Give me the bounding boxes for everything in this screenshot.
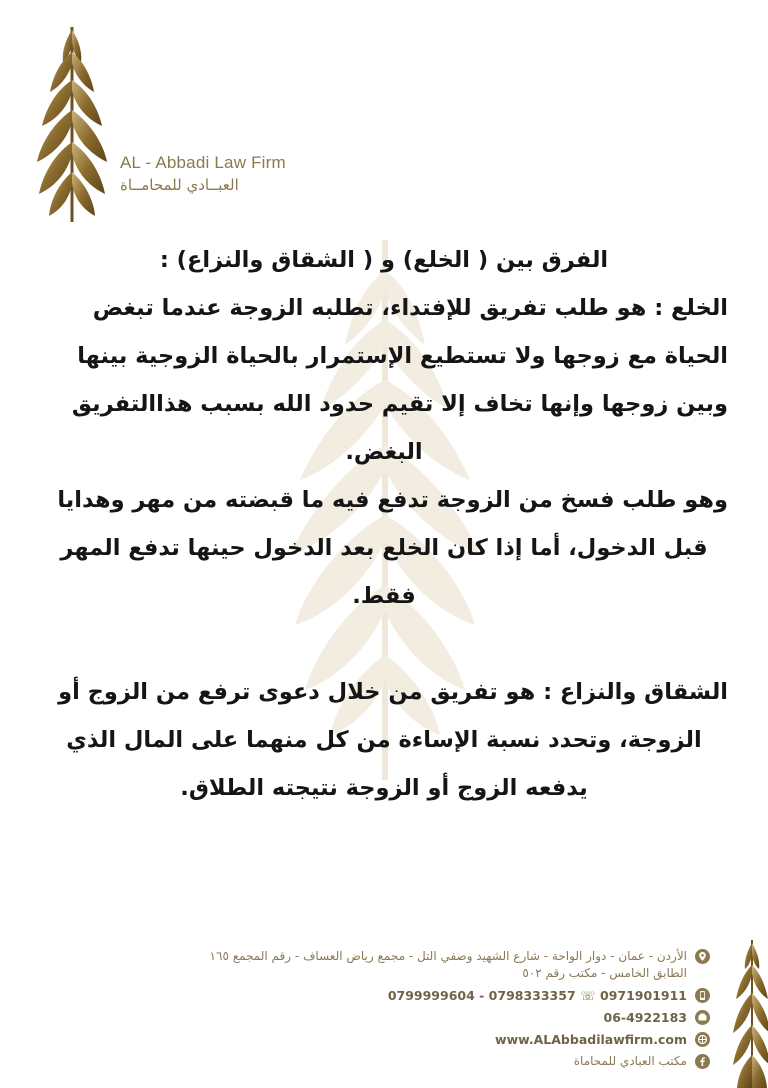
globe-icon: [695, 1032, 710, 1047]
document-body: [40, 236, 728, 812]
logo-text: [120, 152, 320, 196]
khula-second-line-1: وهو طلب فسخ من الزوجة تدفع فيه ما قبضته من مهر وهدايا: [57, 487, 728, 513]
mobile-phone-icon: [695, 988, 710, 1003]
location-pin-icon: [695, 949, 710, 964]
shiqaq-line-1: الشقاق والنزاع : هو تفريق من خلال دعوى ترفع من الزوج أو: [58, 679, 728, 705]
shiqaq-line-2: الزوجة، وتحدد نسبة الإساءة من كل منهما على المال الذي: [66, 727, 702, 753]
address-line-1: الأردن - عمان - دوار الواحة - شارع الشهيد وصفي التل - مجمع رياض العساف - رقم المجمع ١٦٥: [209, 949, 687, 963]
website-link[interactable]: www.ALAbbadilawfirm.com: [495, 1032, 687, 1047]
shiqaq-line-3: يدفعه الزوج أو الزوجة نتيجته الطلاق.: [180, 775, 588, 801]
logo-name-en: AL - Abbadi Law Firm: [120, 153, 286, 172]
footer-address: [150, 948, 710, 982]
footer-leaf-icon: [730, 935, 768, 1088]
facebook-page[interactable]: مكتب العبادي للمحاماة: [573, 1054, 687, 1068]
footer-mobile: [150, 987, 710, 1004]
footer-website: [150, 1031, 710, 1048]
mobile-numbers: [388, 987, 687, 1004]
telephone-icon: [695, 1010, 710, 1025]
logo-name-ar: العبــادي للمحامــاة: [120, 176, 239, 194]
khula-line-1: الخلع : هو طلب تفريق للإفتداء، تطلبه الزوجة عندما تبغض: [92, 295, 728, 321]
landline-number: 06-4922183: [603, 1010, 687, 1025]
khula-second-line-2: قبل الدخول، أما إذا كان الخلع بعد الدخول حينها تدفع المهر: [60, 535, 708, 561]
footer-landline: [150, 1009, 710, 1026]
footer-facebook: [150, 1053, 710, 1070]
whatsapp-icon: ☏: [580, 988, 596, 1003]
khula-second-line-3: فقط.: [352, 583, 416, 609]
khula-line-4: البغض.: [345, 439, 423, 465]
document-heading: الفرق بين ( الخلع) و ( الشقاق والنزاع) :: [159, 247, 609, 273]
khula-line-2: الحياة مع زوجها ولا تستطيع الإستمرار بالحياة الزوجية بينها: [77, 343, 728, 369]
facebook-icon: [695, 1054, 710, 1069]
mobile-numbers-primary: 0799999604 - 0798333357: [387, 988, 576, 1003]
whatsapp-number: 0971901911: [600, 988, 687, 1003]
khula-line-3: وبين زوجها وإنها تخاف إلا تقيم حدود الله بسبب هذاالتفريق: [71, 391, 728, 417]
logo-leaf-icon: [30, 22, 114, 227]
address-line-2: الطابق الخامس - مكتب رقم ٥٠٢: [522, 966, 687, 980]
footer-contact: [150, 948, 710, 1075]
paragraph-spacer: [40, 620, 728, 668]
